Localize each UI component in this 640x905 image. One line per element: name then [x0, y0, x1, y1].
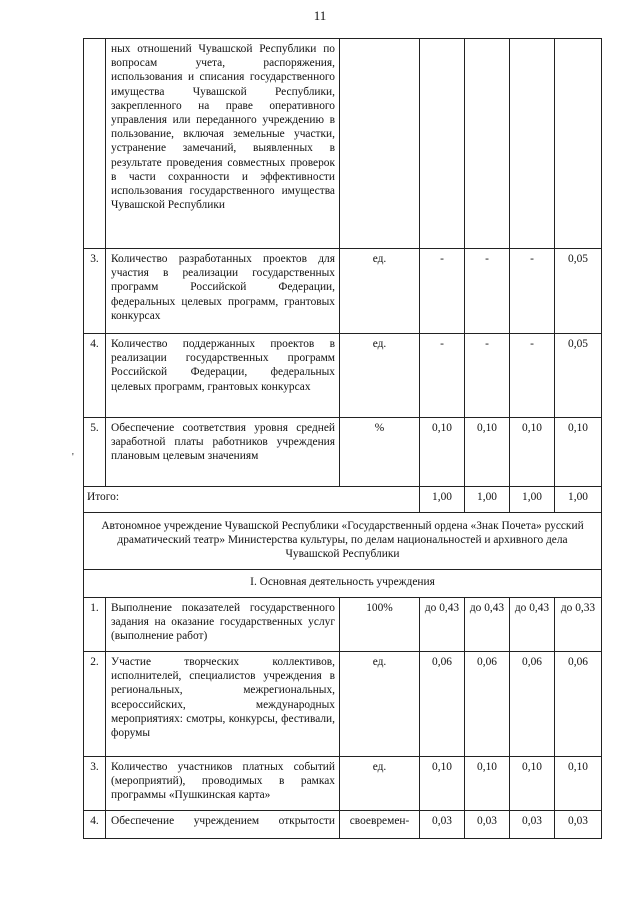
row-description: Количество поддержанных проектов в реализации государственных программ Российской Федерации, федеральных целевых программ, грантовых конкурсах	[106, 334, 340, 418]
row-value-4: 0,05	[555, 334, 602, 418]
table-row	[84, 652, 602, 757]
row-value-2: 0,10	[465, 757, 510, 811]
total-label: Итого:	[84, 487, 420, 513]
row-value-3: 0,10	[510, 757, 555, 811]
org-heading: Автономное учреждение Чувашской Республики «Государственный ордена «Знак Почета» русский драматический театр» Министерства культуры, по делам национальностей и архивного дела Чувашской Республики	[84, 513, 602, 570]
table-row	[84, 39, 602, 249]
row-value-3: 0,06	[510, 652, 555, 757]
total-value-3: 1,00	[510, 487, 555, 513]
total-value-1: 1,00	[420, 487, 465, 513]
row-value-2: до 0,43	[465, 598, 510, 652]
row-unit: %	[340, 418, 420, 487]
row-value-1	[420, 39, 465, 249]
row-value-3: -	[510, 334, 555, 418]
row-number: 1.	[84, 598, 106, 652]
table-row	[84, 598, 602, 652]
row-number: 3.	[84, 249, 106, 334]
row-value-4: 0,03	[555, 811, 602, 839]
table-row	[84, 418, 602, 487]
row-value-3: 0,10	[510, 418, 555, 487]
row-description: Количество участников платных событий (мероприятий), проводимых в рамках программы «Пушкинская карта»	[106, 757, 340, 811]
row-unit: 100%	[340, 598, 420, 652]
indicators-table	[83, 38, 602, 839]
row-value-1: 0,06	[420, 652, 465, 757]
total-row	[84, 487, 602, 513]
row-value-2: -	[465, 334, 510, 418]
row-unit: ед.	[340, 249, 420, 334]
row-description: Обеспечение соответствия уровня средней заработной платы работников учреждения плановым целевым значениям	[106, 418, 340, 487]
row-value-3: до 0,43	[510, 598, 555, 652]
row-unit: ед.	[340, 334, 420, 418]
row-value-1: до 0,43	[420, 598, 465, 652]
row-value-3: -	[510, 249, 555, 334]
row-number: 3.	[84, 757, 106, 811]
page-number: 11	[313, 8, 327, 23]
total-value-2: 1,00	[465, 487, 510, 513]
row-number: 4.	[84, 811, 106, 839]
row-value-4: 0,06	[555, 652, 602, 757]
table-row	[84, 811, 602, 839]
row-number: 2.	[84, 652, 106, 757]
row-unit: ед.	[340, 757, 420, 811]
row-unit: своевремен-	[340, 811, 420, 839]
org-heading-row	[84, 513, 602, 570]
row-value-2: 0,03	[465, 811, 510, 839]
row-value-1: 0,03	[420, 811, 465, 839]
row-description: ных отношений Чувашской Республики по вопросам учета, распоряжения, использования и списания государственного имущества Чувашской Республики, закрепленного на праве оперативного управления или переданного учреждению в пользование, включая земельные участки, устранение замечаний, выявленных в результате проведения совместных проверок в части сохранности и эффективности использования государственного имущества Чувашской Республики	[106, 39, 340, 249]
row-value-2: 0,10	[465, 418, 510, 487]
row-value-4: 0,05	[555, 249, 602, 334]
section-heading-row	[84, 570, 602, 598]
row-value-1: 0,10	[420, 757, 465, 811]
row-value-2	[465, 39, 510, 249]
row-number	[84, 39, 106, 249]
row-value-4: 0,10	[555, 418, 602, 487]
row-description: Участие творческих коллективов, исполнителей, специалистов учреждения в региональных, межрегиональных, всероссийских, международных мероприятиях: смотры, конкурсы, фестивали, форумы	[106, 652, 340, 757]
row-value-3: 0,03	[510, 811, 555, 839]
row-value-3	[510, 39, 555, 249]
row-value-2: -	[465, 249, 510, 334]
total-value-4: 1,00	[555, 487, 602, 513]
table-row	[84, 334, 602, 418]
row-value-2: 0,06	[465, 652, 510, 757]
row-description: Выполнение показателей государственного задания на оказание государственных услуг (выполнение работ)	[106, 598, 340, 652]
table-row	[84, 757, 602, 811]
row-value-1: 0,10	[420, 418, 465, 487]
stray-mark: '	[72, 452, 74, 463]
table-row	[84, 249, 602, 334]
row-number: 4.	[84, 334, 106, 418]
section-heading: I. Основная деятельность учреждения	[84, 570, 602, 598]
row-value-1: -	[420, 334, 465, 418]
row-value-4: до 0,33	[555, 598, 602, 652]
row-description: Количество разработанных проектов для участия в реализации государственных программ Российской Федерации, федеральных целевых программ, грантовых конкурсах	[106, 249, 340, 334]
row-description: Обеспечение учреждением открытости	[106, 811, 340, 839]
row-unit	[340, 39, 420, 249]
row-number: 5.	[84, 418, 106, 487]
row-value-1: -	[420, 249, 465, 334]
row-value-4	[555, 39, 602, 249]
row-value-4: 0,10	[555, 757, 602, 811]
row-unit: ед.	[340, 652, 420, 757]
